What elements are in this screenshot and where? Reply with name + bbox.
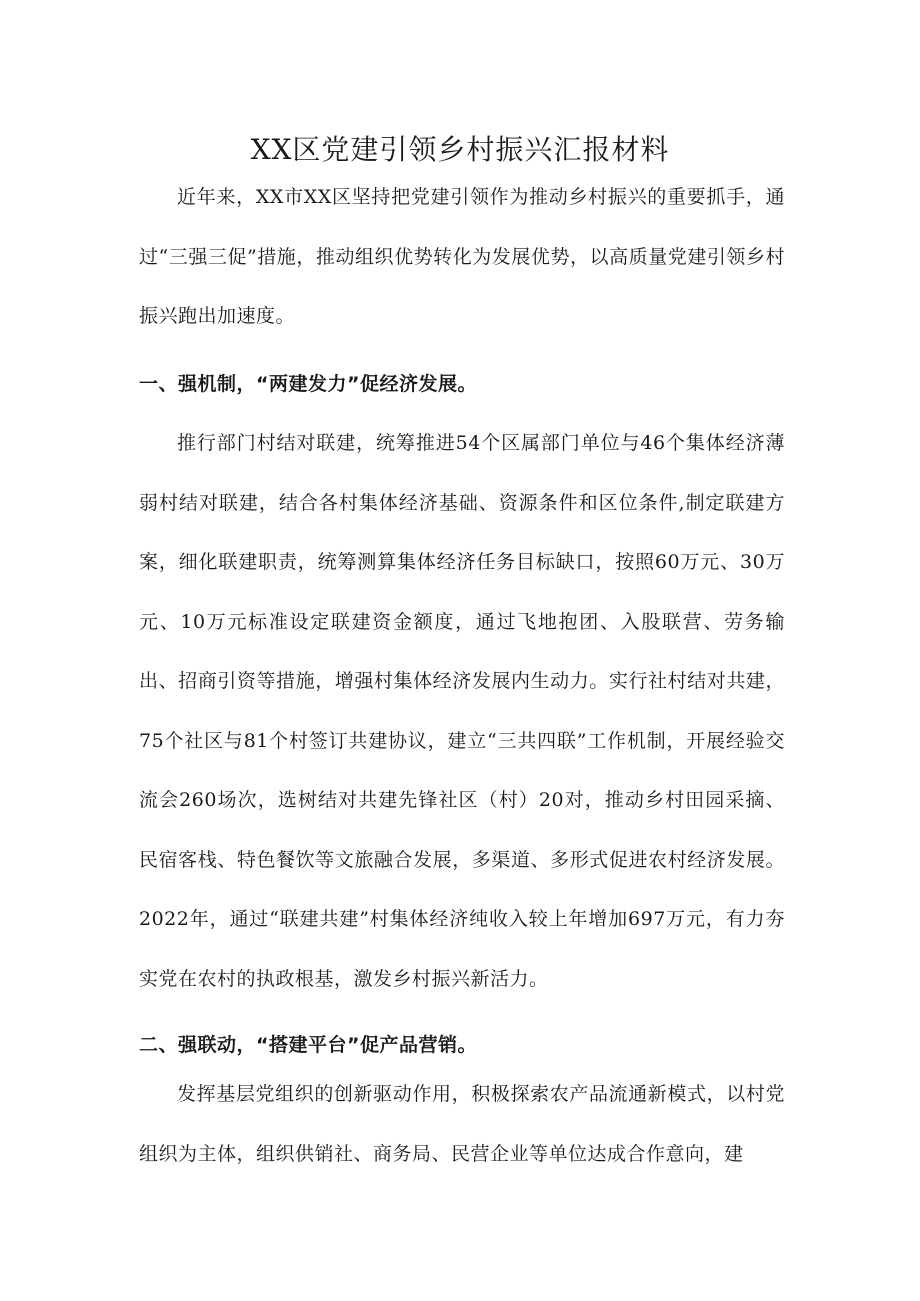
section-body-1: 推行部门村结对联建，统筹推进54个区属部门单位与46个集体经济薄弱村结对联建，结合各村集体经济基础、资源条件和区位条件,制定联建方案，细化联建职责，统筹测算集体经济任务目标缺口，按照60万元、30万元、10万元标准设定联建资金额度，通过飞地抱团、入股联营、劳务输出、招商引资等措施，增强村集体经济发展内生动力。实行社村结对共建，75个社区与81个村签订共建协议，建立“三共四联”工作机制，开展经验交流会260场次，选树结对共建先锋社区（村）20对，推动乡村田园采摘、民宿客栈、特色餐饮等文旅融合发展，多渠道、多形式促进农村经济发展。2022年，通过“联建共建”村集体经济纯收入较上年增加697万元，有力夯实党在农村的执政根基，激发乡村振兴新活力。 (139, 432, 785, 990)
section-heading-2: 二、强联动，“搭建平台”促产品营销。 (139, 1034, 477, 1056)
section-body-2: 发挥基层党组织的创新驱动作用，积极探索农产品流通新模式，以村党组织为主体，组织供销社、商务局、民营企业等单位达成合作意向，建 (139, 1083, 785, 1165)
section-heading-1: 一、强机制，“两建发力”促经济发展。 (139, 373, 477, 395)
document-title: XX区党建引领乡村振兴汇报材料 (250, 133, 670, 166)
intro-paragraph: 近年来，XX市XX区坚持把党建引领作为推动乡村振兴的重要抓手，通过“三强三促”措施，推动组织优势转化为发展优势，以高质量党建引领乡村振兴跑出加速度。 (139, 186, 785, 327)
